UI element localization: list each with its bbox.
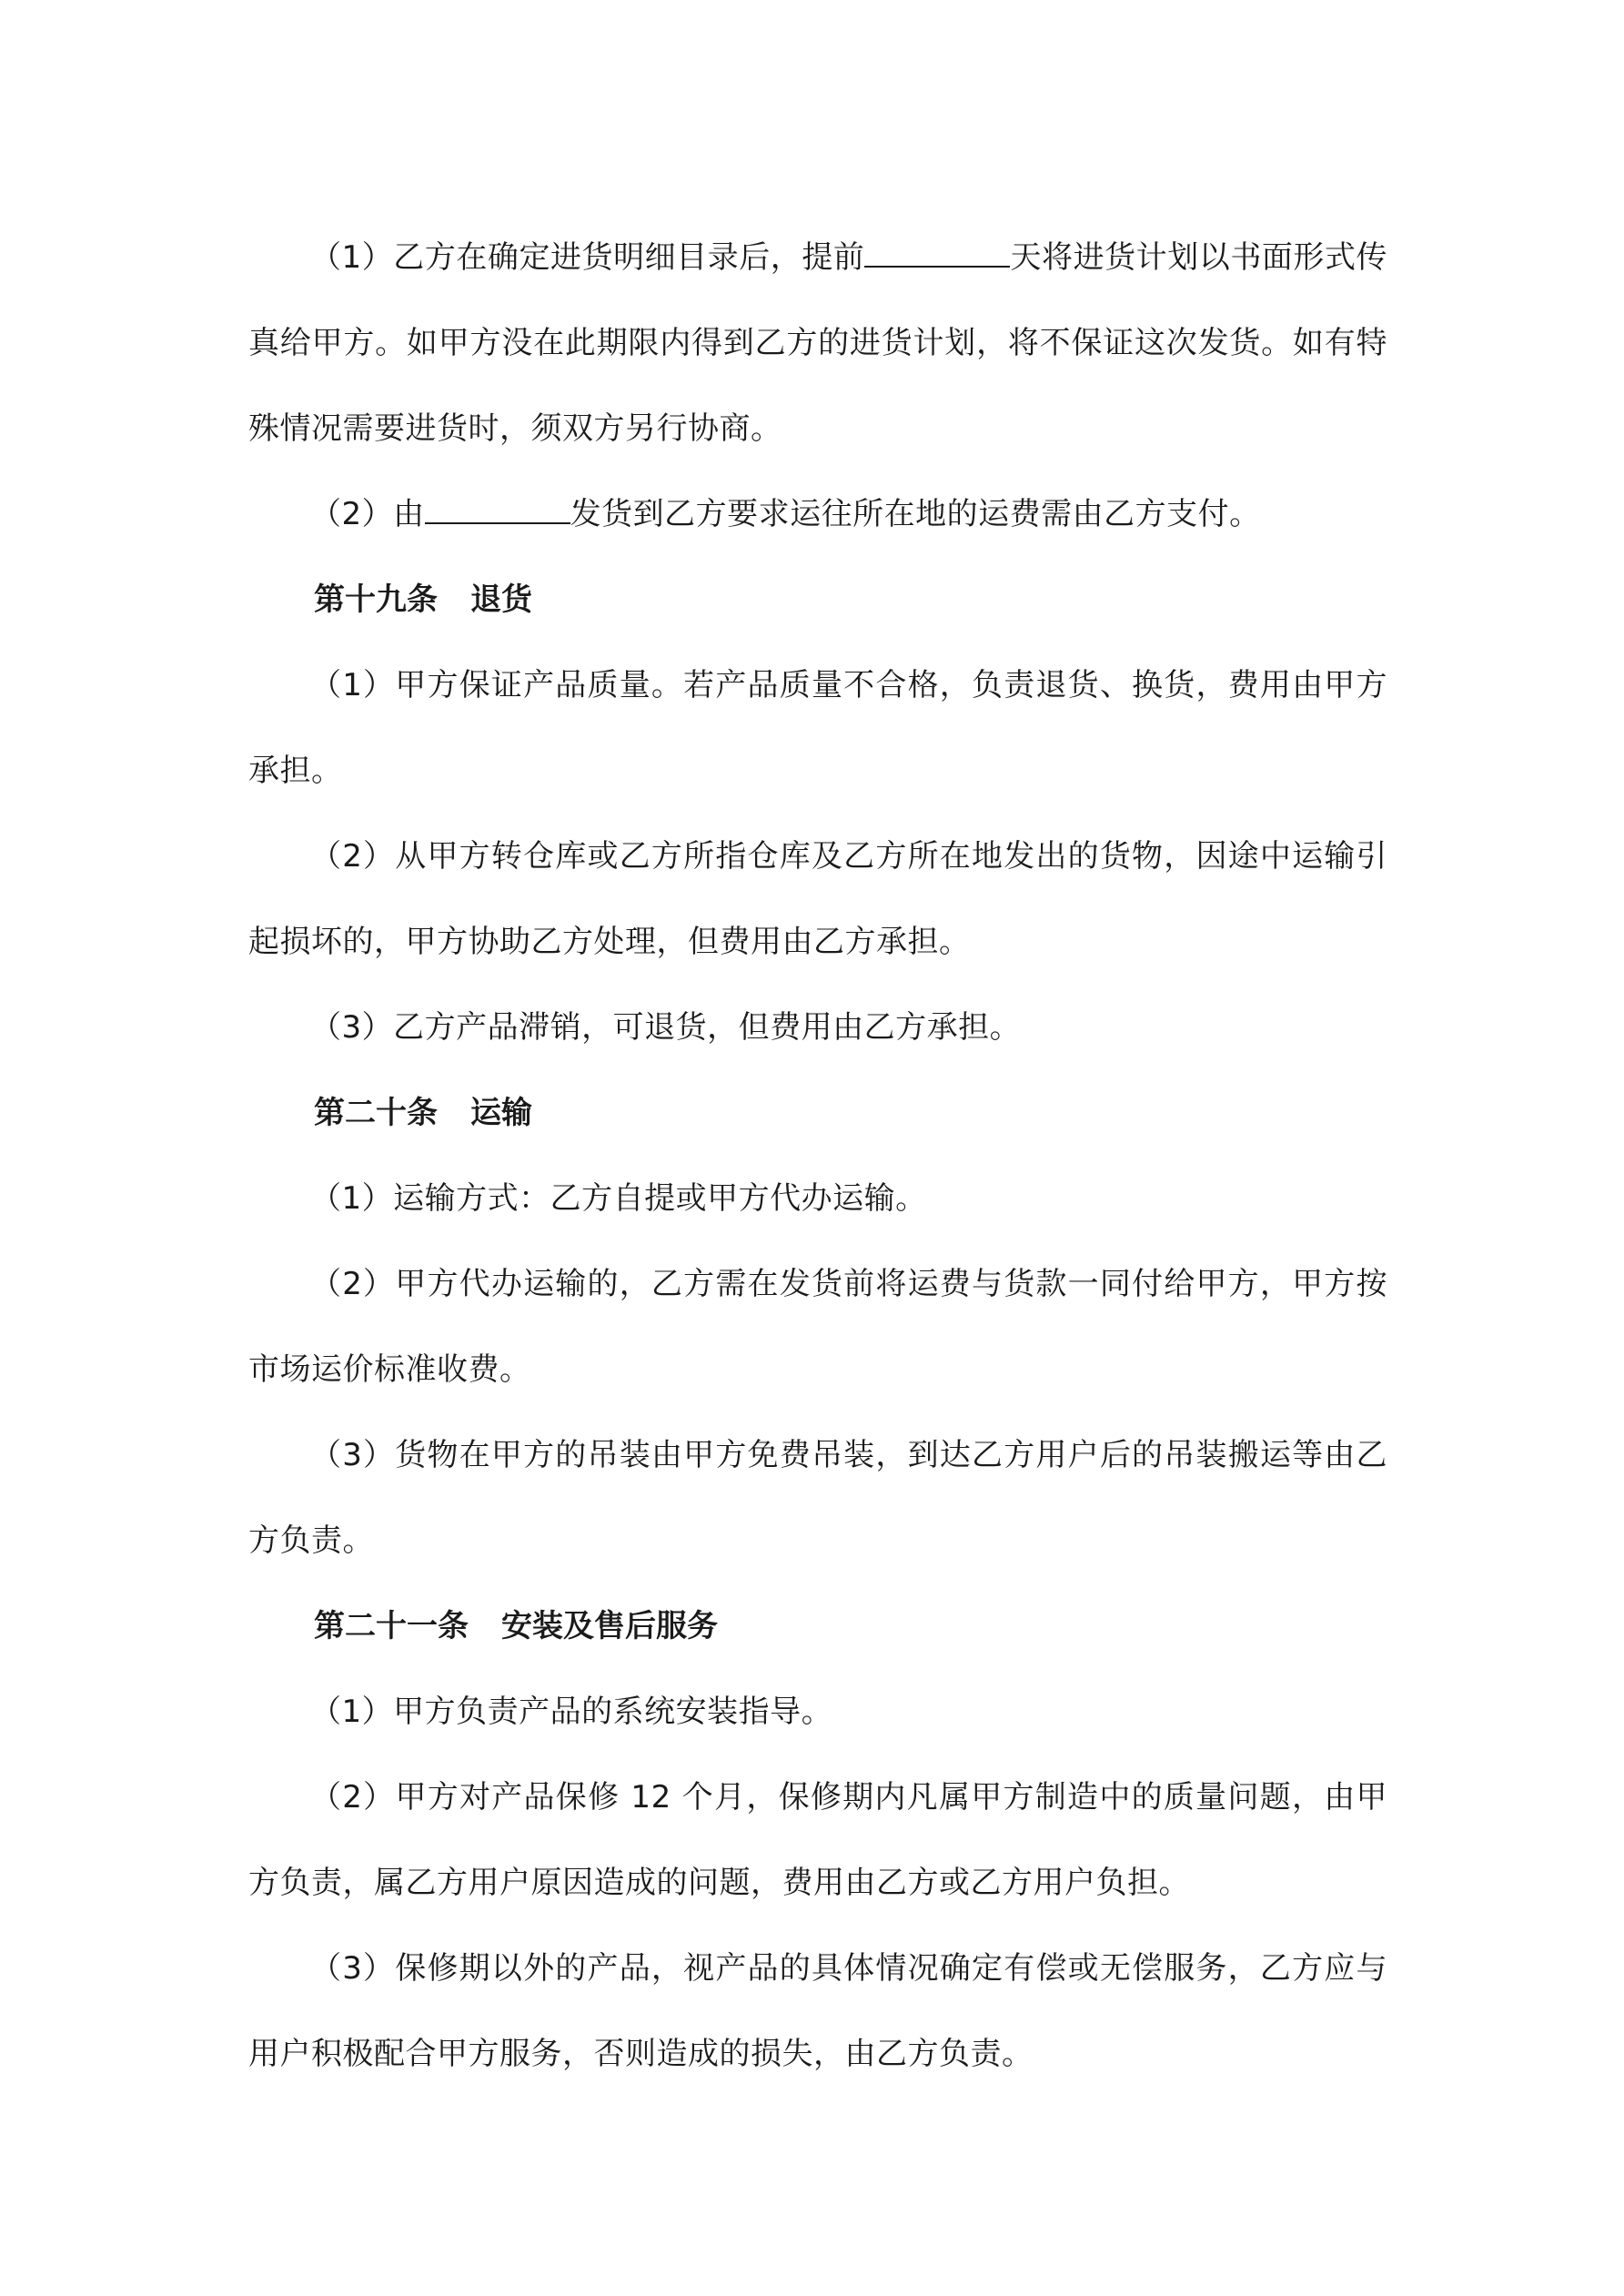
article-heading-19 bbox=[248, 557, 1387, 642]
clause-20-1: （1）运输方式：乙方自提或甲方代办运输。 bbox=[310, 1180, 927, 1217]
paragraph-text: 天将进货计划以书面形式传真给甲方。如甲方没在此期限内得到乙方的进货计划，将不保证这次发货。如有特殊情况需要进货时，须双方另行协商。 bbox=[248, 239, 1387, 447]
document-body bbox=[248, 215, 1387, 2097]
paragraph-text: 发货到乙方要求运往所在地的运费需由乙方支付。 bbox=[570, 496, 1261, 532]
article-heading-21 bbox=[248, 1583, 1387, 1669]
paragraph-freight bbox=[248, 471, 1387, 557]
article-number: 第十九条 bbox=[314, 582, 438, 618]
paragraph-text: （1）乙方在确定进货明细目录后，提前 bbox=[310, 239, 865, 276]
clause-19-3: （3）乙方产品滞销，可退货，但费用由乙方承担。 bbox=[310, 1009, 1022, 1046]
article-title: 退货 bbox=[470, 582, 532, 618]
paragraph-text: （2）由 bbox=[310, 496, 425, 532]
clause-20-2: （2）甲方代办运输的，乙方需在发货前将运费与货款一同付给甲方，甲方按市场运价标准收费。 bbox=[248, 1266, 1387, 1388]
clause-20-3: （3）货物在甲方的吊装由甲方免费吊装，到达乙方用户后的吊装搬运等由乙方负责。 bbox=[248, 1437, 1387, 1559]
clause-19-1: （1）甲方保证产品质量。若产品质量不合格，负责退货、换货，费用由甲方承担。 bbox=[248, 667, 1387, 789]
article-number: 第二十条 bbox=[314, 1095, 438, 1131]
article-title: 安装及售后服务 bbox=[501, 1608, 718, 1644]
article-heading-20 bbox=[248, 1070, 1387, 1156]
clause-21-2: （2）甲方对产品保修 12 个月，保修期内凡属甲方制造中的质量问题，由甲方负责，属乙方用户原因造成的问题，费用由乙方或乙方用户负担。 bbox=[248, 1779, 1387, 1901]
clause-19-2: （2）从甲方转仓库或乙方所指仓库及乙方所在地发出的货物，因途中运输引起损坏的，甲方协助乙方处理，但费用由乙方承担。 bbox=[248, 838, 1387, 960]
fill-in-blank-days bbox=[864, 238, 1010, 268]
clause-21-1: （1）甲方负责产品的系统安装指导。 bbox=[310, 1694, 833, 1730]
article-number: 第二十一条 bbox=[314, 1608, 469, 1644]
paragraph-delivery-plan bbox=[248, 215, 1387, 471]
fill-in-blank-shipper bbox=[425, 495, 570, 524]
article-title: 运输 bbox=[470, 1095, 532, 1131]
clause-21-3: （3）保修期以外的产品，视产品的具体情况确定有偿或无偿服务，乙方应与用户积极配合甲方服务，否则造成的损失，由乙方负责。 bbox=[248, 1950, 1387, 2072]
